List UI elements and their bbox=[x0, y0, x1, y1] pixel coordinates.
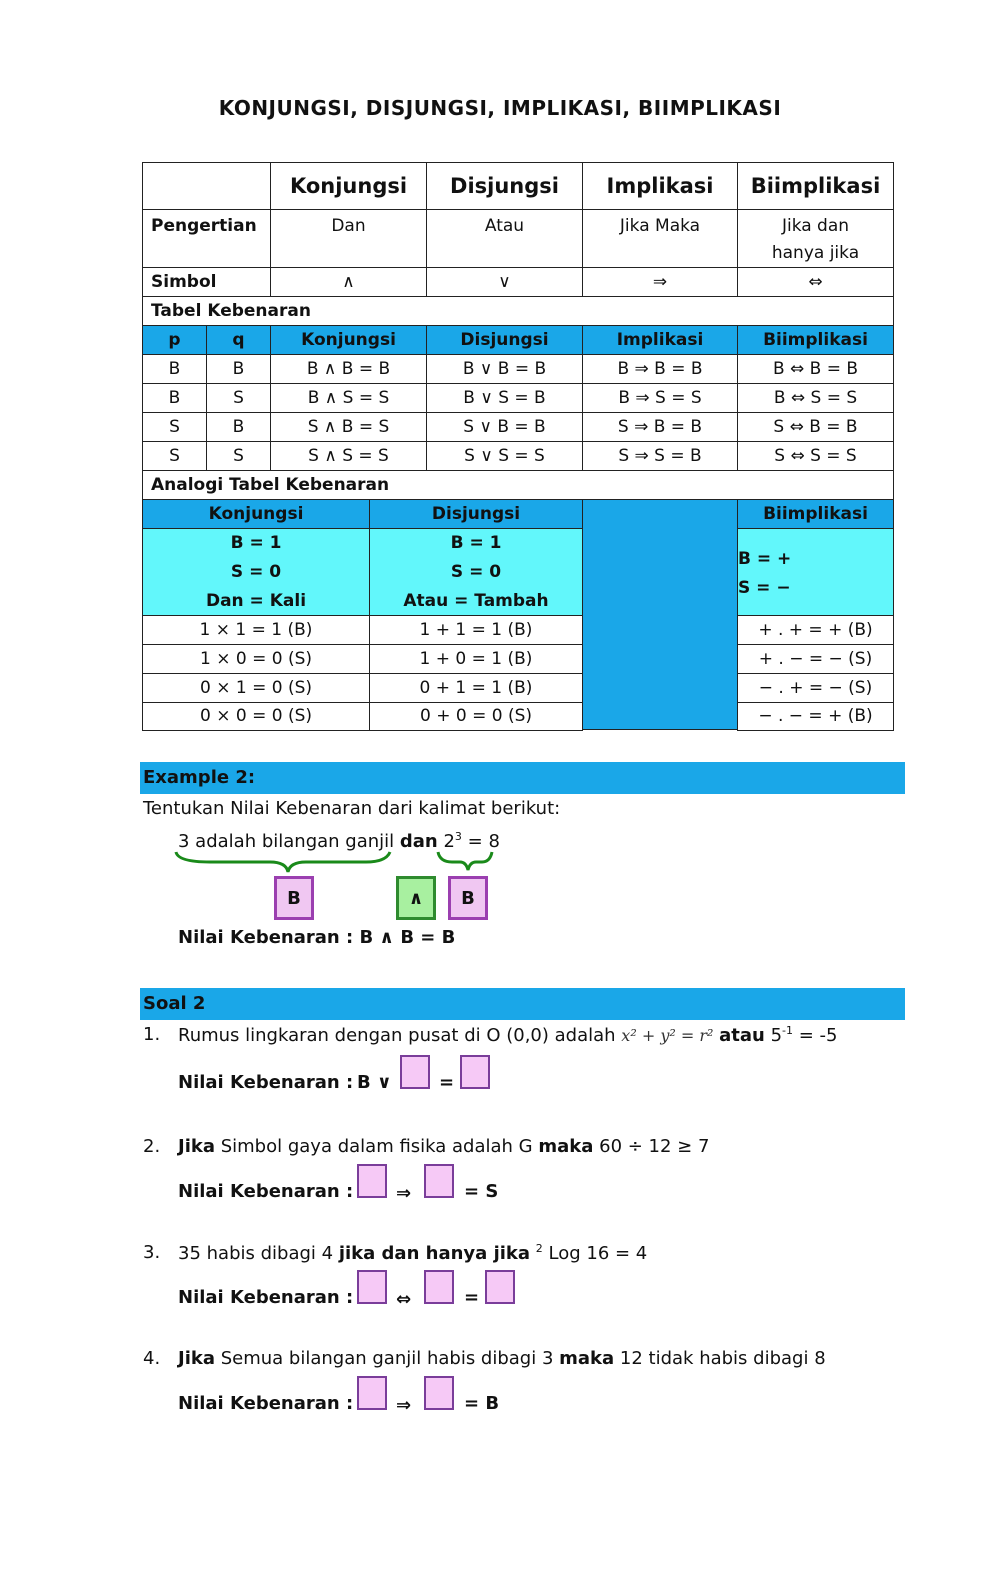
logic-table bbox=[142, 162, 894, 730]
q2-statement: Simbol gaya dalam fisika adalah G bbox=[220, 1136, 533, 1157]
tabel-kebenaran-label: Tabel Kebenaran bbox=[142, 296, 894, 326]
analogi-header-konjungsi: Konjungsi bbox=[142, 499, 370, 529]
analogi-cell: − . + = − (S) bbox=[737, 673, 894, 703]
analogi-cell: + . − = − (S) bbox=[737, 644, 894, 674]
q2-answer-box-2[interactable] bbox=[424, 1164, 454, 1198]
analogi-cell: + . + = + (B) bbox=[737, 615, 894, 645]
header-implikasi: Implikasi bbox=[582, 162, 738, 210]
analogi-cell: 1 × 1 = 1 (B) bbox=[142, 615, 370, 645]
table-corner-cell bbox=[142, 162, 271, 210]
analogi-cell: 1 + 0 = 1 (B) bbox=[369, 644, 583, 674]
pengertian-disjungsi: Atau bbox=[426, 209, 583, 268]
q1-rest-exp: -1 bbox=[782, 1024, 794, 1037]
analogi-biimplikasi-rules bbox=[737, 528, 894, 616]
q4-answer-box-2[interactable] bbox=[424, 1376, 454, 1410]
truth-cell: S ⇔ S = S bbox=[737, 441, 894, 471]
analogi-cell: 1 + 1 = 1 (B) bbox=[369, 615, 583, 645]
analogi-disj-line: B = 1 bbox=[450, 532, 502, 553]
q4-statement: Semua bilangan ganjil habis dibagi 3 bbox=[220, 1348, 554, 1369]
analogi-disjungsi-rules bbox=[369, 528, 583, 616]
analogi-cell: 0 × 1 = 0 (S) bbox=[142, 673, 370, 703]
q4-number: 4. bbox=[143, 1348, 161, 1369]
q2-text bbox=[178, 1136, 709, 1157]
truth-cell: B bbox=[142, 383, 207, 413]
analogi-cell: 0 × 0 = 0 (S) bbox=[142, 702, 370, 731]
simbol-implikasi: ⇒ bbox=[582, 267, 738, 297]
example-answer-box-left: B bbox=[274, 876, 314, 920]
example-statement-1: 3 adalah bilangan ganjil bbox=[178, 831, 395, 852]
truth-cell: B ∨ S = B bbox=[426, 383, 583, 413]
analogi-header-biimplikasi: Biimplikasi bbox=[737, 499, 894, 529]
analogi-disj-line: S = 0 bbox=[450, 561, 502, 582]
truth-cell: S bbox=[142, 441, 207, 471]
analogi-implikasi-blank bbox=[582, 499, 738, 730]
truth-cell: S ⇔ B = B bbox=[737, 412, 894, 442]
example-statement-2-rest: = 8 bbox=[461, 831, 500, 852]
truth-cell: S ∨ B = B bbox=[426, 412, 583, 442]
analogi-header-disjungsi: Disjungsi bbox=[369, 499, 583, 529]
analogi-biimp-line: B = + bbox=[738, 548, 792, 569]
q3-statement: 35 habis dibagi 4 bbox=[178, 1243, 334, 1264]
q3-equals: = bbox=[464, 1287, 480, 1308]
example-operator-box: ∧ bbox=[396, 876, 436, 920]
brace-icons bbox=[170, 848, 510, 878]
truth-cell: S ⇒ S = B bbox=[582, 441, 738, 471]
simbol-konjungsi: ∧ bbox=[270, 267, 427, 297]
q1-nilai-label: Nilai Kebenaran : bbox=[178, 1072, 354, 1093]
q2-kw-jika: Jika bbox=[178, 1136, 215, 1157]
analogi-disj-line: Atau = Tambah bbox=[403, 590, 549, 611]
pengertian-implikasi: Jika Maka bbox=[582, 209, 738, 268]
analogi-cell: 1 × 0 = 0 (S) bbox=[142, 644, 370, 674]
truth-cell: B ⇔ B = B bbox=[737, 354, 894, 384]
analogi-konj-line: B = 1 bbox=[230, 532, 282, 553]
analogi-label: Analogi Tabel Kebenaran bbox=[142, 470, 894, 500]
truth-cell: B bbox=[206, 354, 271, 384]
q3-answer-box-2[interactable] bbox=[424, 1270, 454, 1304]
pengertian-biimplikasi: Jika dan hanya jika bbox=[737, 209, 894, 268]
analogi-cell: 0 + 1 = 1 (B) bbox=[369, 673, 583, 703]
brace-right-icon bbox=[438, 852, 492, 870]
truth-cell: S ∧ S = S bbox=[270, 441, 427, 471]
q4-kw-maka: maka bbox=[559, 1348, 615, 1369]
q3-log-base: 2 bbox=[535, 1242, 543, 1255]
q1-answer-box-2[interactable] bbox=[460, 1055, 490, 1089]
q3-nilai-label: Nilai Kebenaran : bbox=[178, 1287, 354, 1308]
q2-nilai-label: Nilai Kebenaran : bbox=[178, 1181, 354, 1202]
simbol-biimplikasi: ⇔ bbox=[737, 267, 894, 297]
q3-text bbox=[178, 1242, 647, 1264]
simbol-label: Simbol bbox=[142, 267, 271, 297]
truth-cell: B bbox=[142, 354, 207, 384]
q4-text bbox=[178, 1348, 826, 1369]
simbol-disjungsi: ∨ bbox=[426, 267, 583, 297]
q1-statement: Rumus lingkaran dengan pusat di O (0,0) adalah bbox=[178, 1025, 616, 1046]
analogi-konjungsi-rules bbox=[142, 528, 370, 616]
q3-operator: ⇔ bbox=[396, 1289, 412, 1310]
truth-cell: S bbox=[206, 441, 271, 471]
q3-number: 3. bbox=[143, 1242, 161, 1263]
truth-cell: B ∧ B = B bbox=[270, 354, 427, 384]
analogi-cell: 0 + 0 = 0 (S) bbox=[369, 702, 583, 731]
q4-nilai-label: Nilai Kebenaran : bbox=[178, 1393, 354, 1414]
truth-header-biimplikasi: Biimplikasi bbox=[737, 325, 894, 355]
truth-cell: B ⇔ S = S bbox=[737, 383, 894, 413]
header-konjungsi: Konjungsi bbox=[270, 162, 427, 210]
example-instruction: Tentukan Nilai Kebenaran dari kalimat berikut: bbox=[143, 798, 561, 819]
q1-formula: x² + y² = r² bbox=[621, 1026, 714, 1045]
truth-cell: B ∨ B = B bbox=[426, 354, 583, 384]
truth-cell: B bbox=[206, 412, 271, 442]
truth-cell: B ⇒ S = S bbox=[582, 383, 738, 413]
q3-tail: Log 16 = 4 bbox=[548, 1243, 648, 1264]
truth-header-implikasi: Implikasi bbox=[582, 325, 738, 355]
analogi-konj-line: S = 0 bbox=[230, 561, 282, 582]
truth-cell: B ∧ S = S bbox=[270, 383, 427, 413]
q4-operator: ⇒ bbox=[396, 1395, 412, 1416]
example-statement-2-base: 2 bbox=[443, 831, 455, 852]
q4-tail: 12 tidak habis dibagi 8 bbox=[619, 1348, 826, 1369]
truth-header-q: q bbox=[206, 325, 271, 355]
q4-kw-jika: Jika bbox=[178, 1348, 215, 1369]
q1-atau: atau bbox=[719, 1025, 765, 1046]
example-heading: Example 2: bbox=[140, 762, 905, 794]
q1-answer-prefix: B ∨ bbox=[357, 1072, 392, 1093]
truth-header-disjungsi: Disjungsi bbox=[426, 325, 583, 355]
analogi-konj-line: Dan = Kali bbox=[205, 590, 307, 611]
truth-cell: S ⇒ B = B bbox=[582, 412, 738, 442]
q2-operator: ⇒ bbox=[396, 1183, 412, 1204]
analogi-cell: − . − = + (B) bbox=[737, 702, 894, 731]
q2-answer-box-1[interactable] bbox=[357, 1164, 387, 1198]
q1-rest-base: 5 bbox=[770, 1025, 783, 1046]
soal-heading: Soal 2 bbox=[140, 988, 905, 1020]
page-title: KONJUNGSI, DISJUNGSI, IMPLIKASI, BIIMPLIKASI bbox=[218, 96, 782, 120]
header-biimplikasi: Biimplikasi bbox=[737, 162, 894, 210]
q2-tail: 60 ÷ 12 ≥ 7 bbox=[599, 1136, 710, 1157]
example-connector: dan bbox=[399, 831, 438, 852]
truth-cell: S ∧ B = S bbox=[270, 412, 427, 442]
header-disjungsi: Disjungsi bbox=[426, 162, 583, 210]
truth-cell: B ⇒ B = B bbox=[582, 354, 738, 384]
brace-left-icon bbox=[176, 852, 390, 872]
q3-answer-box-3[interactable] bbox=[485, 1270, 515, 1304]
pengertian-konjungsi: Dan bbox=[270, 209, 427, 268]
q2-answer-tail: = S bbox=[464, 1181, 499, 1202]
example-statement-2-exp: 3 bbox=[454, 830, 462, 843]
q3-keyword: jika dan hanya jika bbox=[338, 1243, 531, 1264]
truth-header-konjungsi: Konjungsi bbox=[270, 325, 427, 355]
truth-cell: S ∨ S = S bbox=[426, 441, 583, 471]
q1-number: 1. bbox=[143, 1024, 161, 1045]
example-result: Nilai Kebenaran : B ∧ B = B bbox=[178, 927, 456, 948]
pengertian-label: Pengertian bbox=[142, 209, 271, 268]
truth-header-p: p bbox=[142, 325, 207, 355]
q3-answer-box-1[interactable] bbox=[357, 1270, 387, 1304]
analogi-biimp-line: S = − bbox=[738, 577, 791, 598]
q2-kw-maka: maka bbox=[538, 1136, 594, 1157]
q1-equals: = bbox=[439, 1072, 455, 1093]
example-answer-box-right: B bbox=[448, 876, 488, 920]
q1-rest-tail: = -5 bbox=[793, 1025, 838, 1046]
truth-cell: S bbox=[142, 412, 207, 442]
q4-answer-tail: = B bbox=[464, 1393, 500, 1414]
truth-cell: S bbox=[206, 383, 271, 413]
q1-text bbox=[178, 1024, 838, 1046]
q4-answer-box-1[interactable] bbox=[357, 1376, 387, 1410]
q2-number: 2. bbox=[143, 1136, 161, 1157]
q1-answer-box-1[interactable] bbox=[400, 1055, 430, 1089]
